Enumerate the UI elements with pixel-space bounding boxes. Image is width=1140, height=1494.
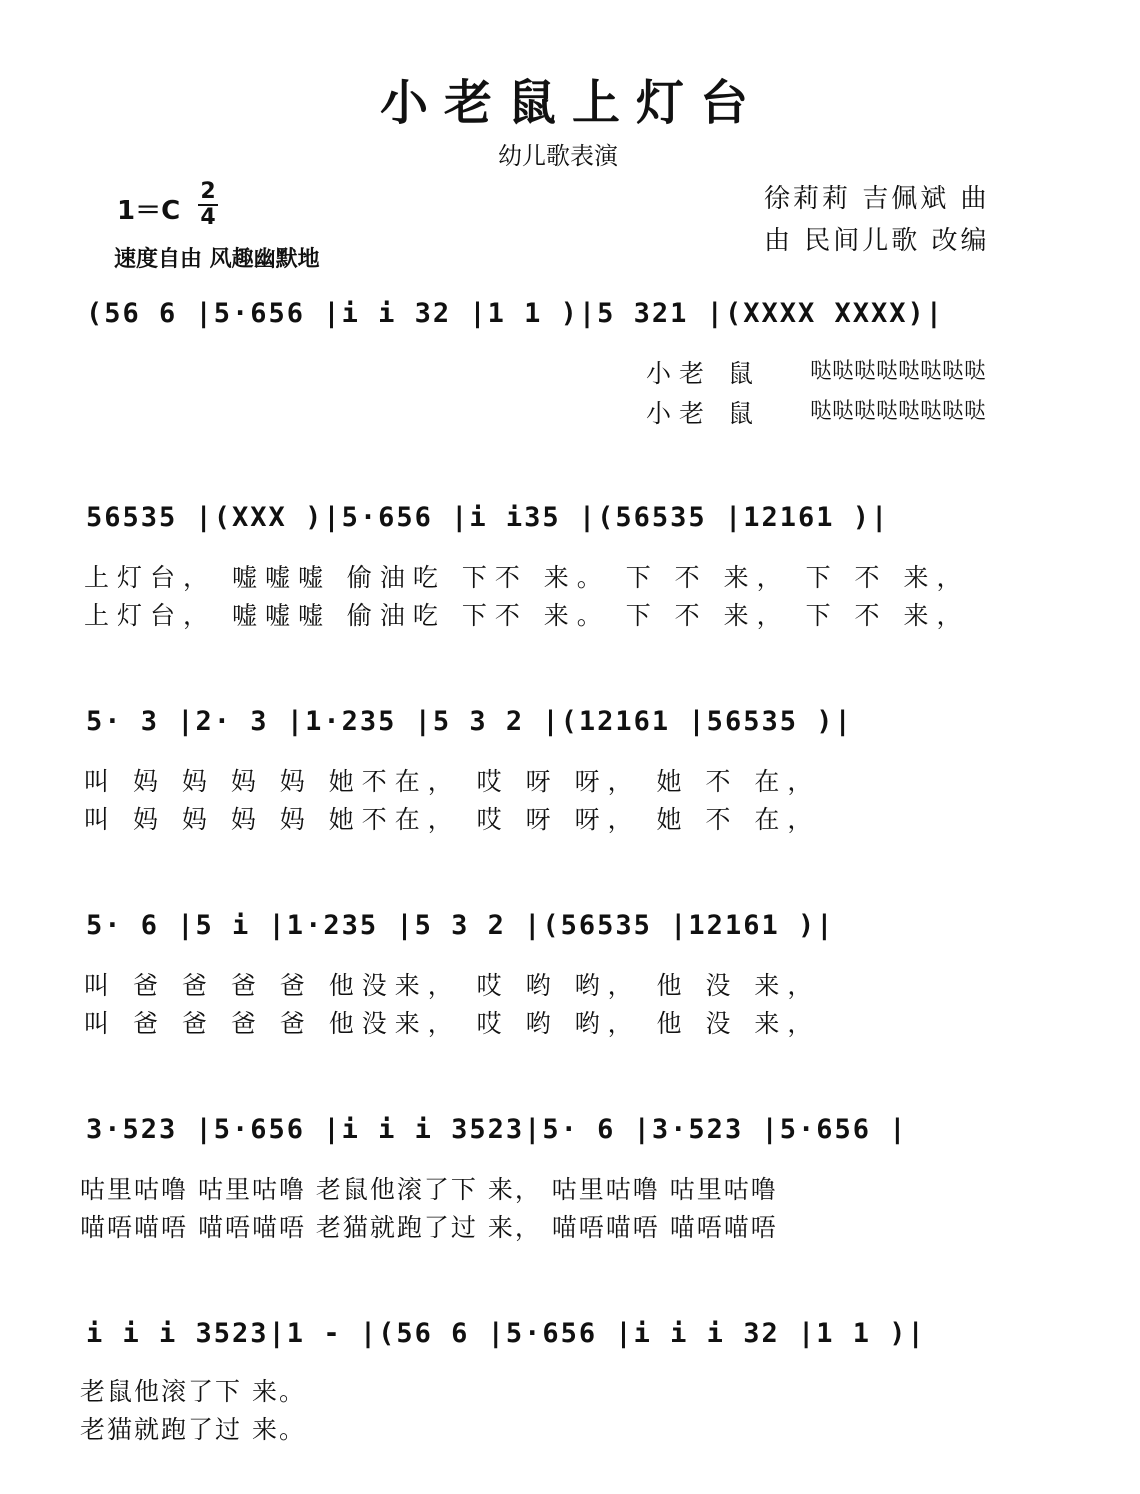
tempo-marking: 速度自由 风趣幽默地	[114, 247, 320, 272]
key-signature: 1＝C	[117, 196, 181, 226]
notation-row-5: 3·523 |5·656 |i i i 3523|5· 6 |3·523 |5·656 |	[86, 1114, 908, 1145]
notation-row-4: 5· 6 |5 i |1·235 |5 3 2 |(56535 |12161 )|	[86, 910, 835, 941]
time-signature-bottom: 4	[200, 205, 216, 230]
composer-credit: 徐莉莉 吉佩斌 曲	[764, 184, 990, 214]
song-title: 小老鼠上灯台	[380, 75, 765, 131]
lyrics-row-4-verse-1: 叫 爸 爸 爸 爸 他没来， 哎 哟 哟， 他 没 来，	[84, 971, 821, 1000]
lyrics-row-5-verse-1: 咕里咕噜 咕里咕噜 老鼠他滚了下 来， 咕里咕噜 咕里咕噜	[80, 1175, 778, 1204]
lyrics-row-6-verse-2: 老猫就跑了过 来。	[80, 1415, 306, 1444]
song-subtitle: 幼儿歌表演	[498, 142, 618, 170]
lyrics-row-3-verse-1: 叫 妈 妈 妈 妈 她不在， 哎 呀 呀， 她 不 在，	[84, 767, 821, 796]
lyrics-row-2-verse-1: 上灯台， 嘘嘘嘘 偷油吃 下不 来。 下 不 来， 下 不 来，	[84, 563, 970, 592]
notation-row-3: 5· 3 |2· 3 |1·235 |5 3 2 |(12161 |56535 )|	[86, 706, 853, 737]
lyrics-row-3-verse-2: 叫 妈 妈 妈 妈 她不在， 哎 呀 呀， 她 不 在，	[84, 805, 821, 834]
time-signature-top: 2	[200, 179, 216, 204]
notation-row-2: 56535 |(XXX )|5·656 |i i35 |(56535 |12161 )|	[86, 502, 890, 533]
lyrics-row-1-verse-1-b: 哒哒哒哒哒哒哒哒	[810, 359, 987, 384]
time-signature	[198, 180, 218, 230]
lyrics-row-5-verse-2: 喵唔喵唔 喵唔喵唔 老猫就跑了过 来， 喵唔喵唔 喵唔喵唔	[80, 1213, 778, 1242]
notation-row-6: i i i 3523|1 - |(56 6 |5·656 |i i i 32 |1 1 )|	[86, 1318, 926, 1349]
lyrics-row-4-verse-2: 叫 爸 爸 爸 爸 他没来， 哎 哟 哟， 他 没 来，	[84, 1009, 821, 1038]
lyrics-row-1-verse-2-b: 哒哒哒哒哒哒哒哒	[810, 399, 987, 424]
lyrics-row-6-verse-1: 老鼠他滚了下 来。	[80, 1377, 306, 1406]
notation-row-1: (56 6 |5·656 |i i 32 |1 1 )|5 321 |(XXXX XXXX)|	[86, 298, 945, 329]
lyrics-row-1-verse-2-a: 小老 鼠	[646, 399, 761, 428]
lyrics-row-2-verse-2: 上灯台， 嘘嘘嘘 偷油吃 下不 来。 下 不 来， 下 不 来，	[84, 601, 970, 630]
lyrics-row-1-verse-1-a: 小老 鼠	[646, 359, 761, 388]
arranger-credit: 由 民间儿歌 改编	[764, 226, 990, 256]
